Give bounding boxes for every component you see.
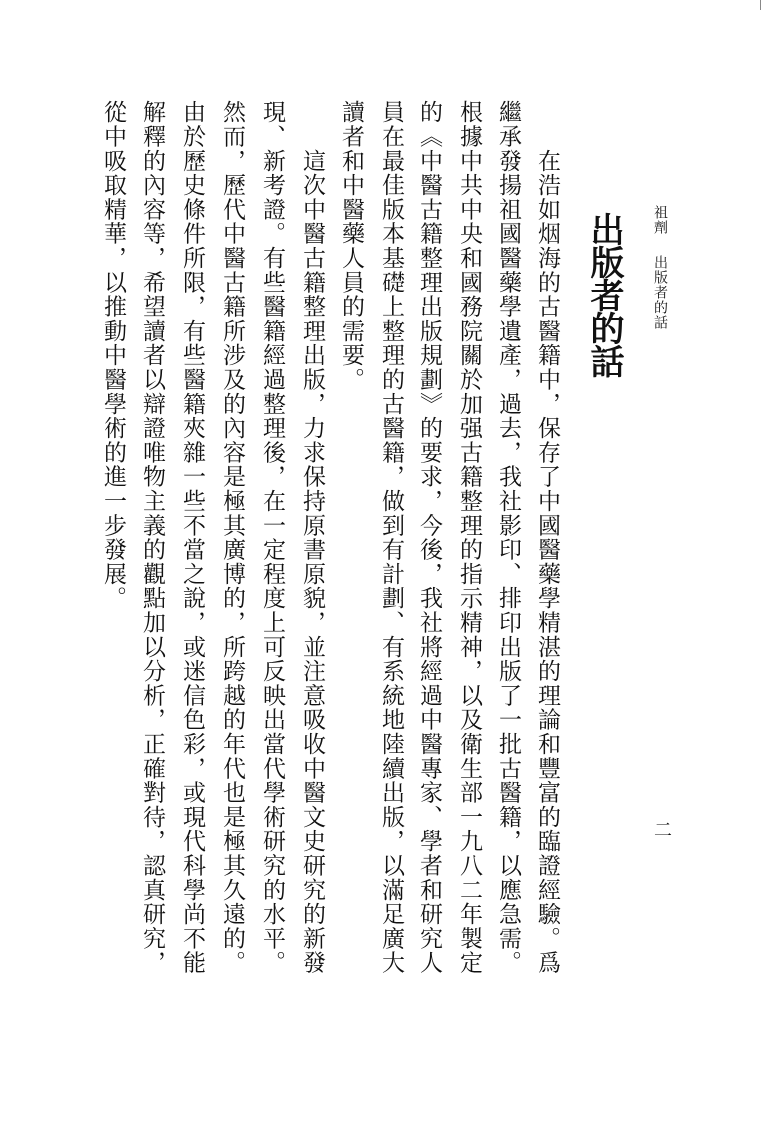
text-column: 員在最佳版本基礎上整理的古醫籍，做到有計劃、有系統地陸續出版，以滿足廣大 bbox=[378, 100, 404, 975]
text-column: 在浩如烟海的古醫籍中，保存了中國醫藥學精湛的理論和豐富的臨證經驗。爲 bbox=[534, 100, 560, 975]
text-column: 然而，歷代中醫古籍所涉及的內容是極其廣博的，所跨越的年代也是極其久遠的。 bbox=[219, 100, 245, 975]
text-column: 這次中醫古籍整理出版，力求保持原書原貌，並注意吸收中醫文史研究的新發 bbox=[299, 100, 325, 975]
text-column: 現、新考證。有些醫籍經過整理後，在一定程度上可反映出當代學術研究的水平。 bbox=[259, 100, 285, 975]
text-column: 解釋的內容等，希望讀者以辯證唯物主義的觀點加以分析，正確對待，認真研究， bbox=[139, 100, 165, 975]
text-column: 根據中共中央和國務院關於加强古籍整理的指示精神，以及衛生部一九八二年製定 bbox=[456, 100, 482, 975]
running-head-section: 出版者的話 bbox=[652, 255, 668, 330]
text-column: 從中吸取精華，以推動中醫學術的進一步發展。 bbox=[100, 100, 126, 611]
running-head-book: 祖劑 bbox=[652, 205, 668, 235]
text-column: 讀者和中醫藥人員的需要。 bbox=[338, 100, 364, 392]
text-column: 由於歷史條件所限，有些醫籍夾雜一些不當之說，或迷信色彩，或現代科學尚不能 bbox=[179, 100, 205, 975]
page-title: 出版者的話 bbox=[584, 212, 624, 377]
text-column: 的《中醫古籍整理出版規劃》的要求，今後，我社將經過中醫專家、學者和研究人 bbox=[416, 100, 442, 975]
running-head bbox=[652, 205, 668, 330]
text-column: 繼承發揚祖國醫藥學遺產，過去，我社影印、排印出版了一批古醫籍，以應急需。 bbox=[495, 100, 521, 975]
page-number: 二 bbox=[651, 820, 672, 838]
scan-mark bbox=[760, 0, 761, 10]
